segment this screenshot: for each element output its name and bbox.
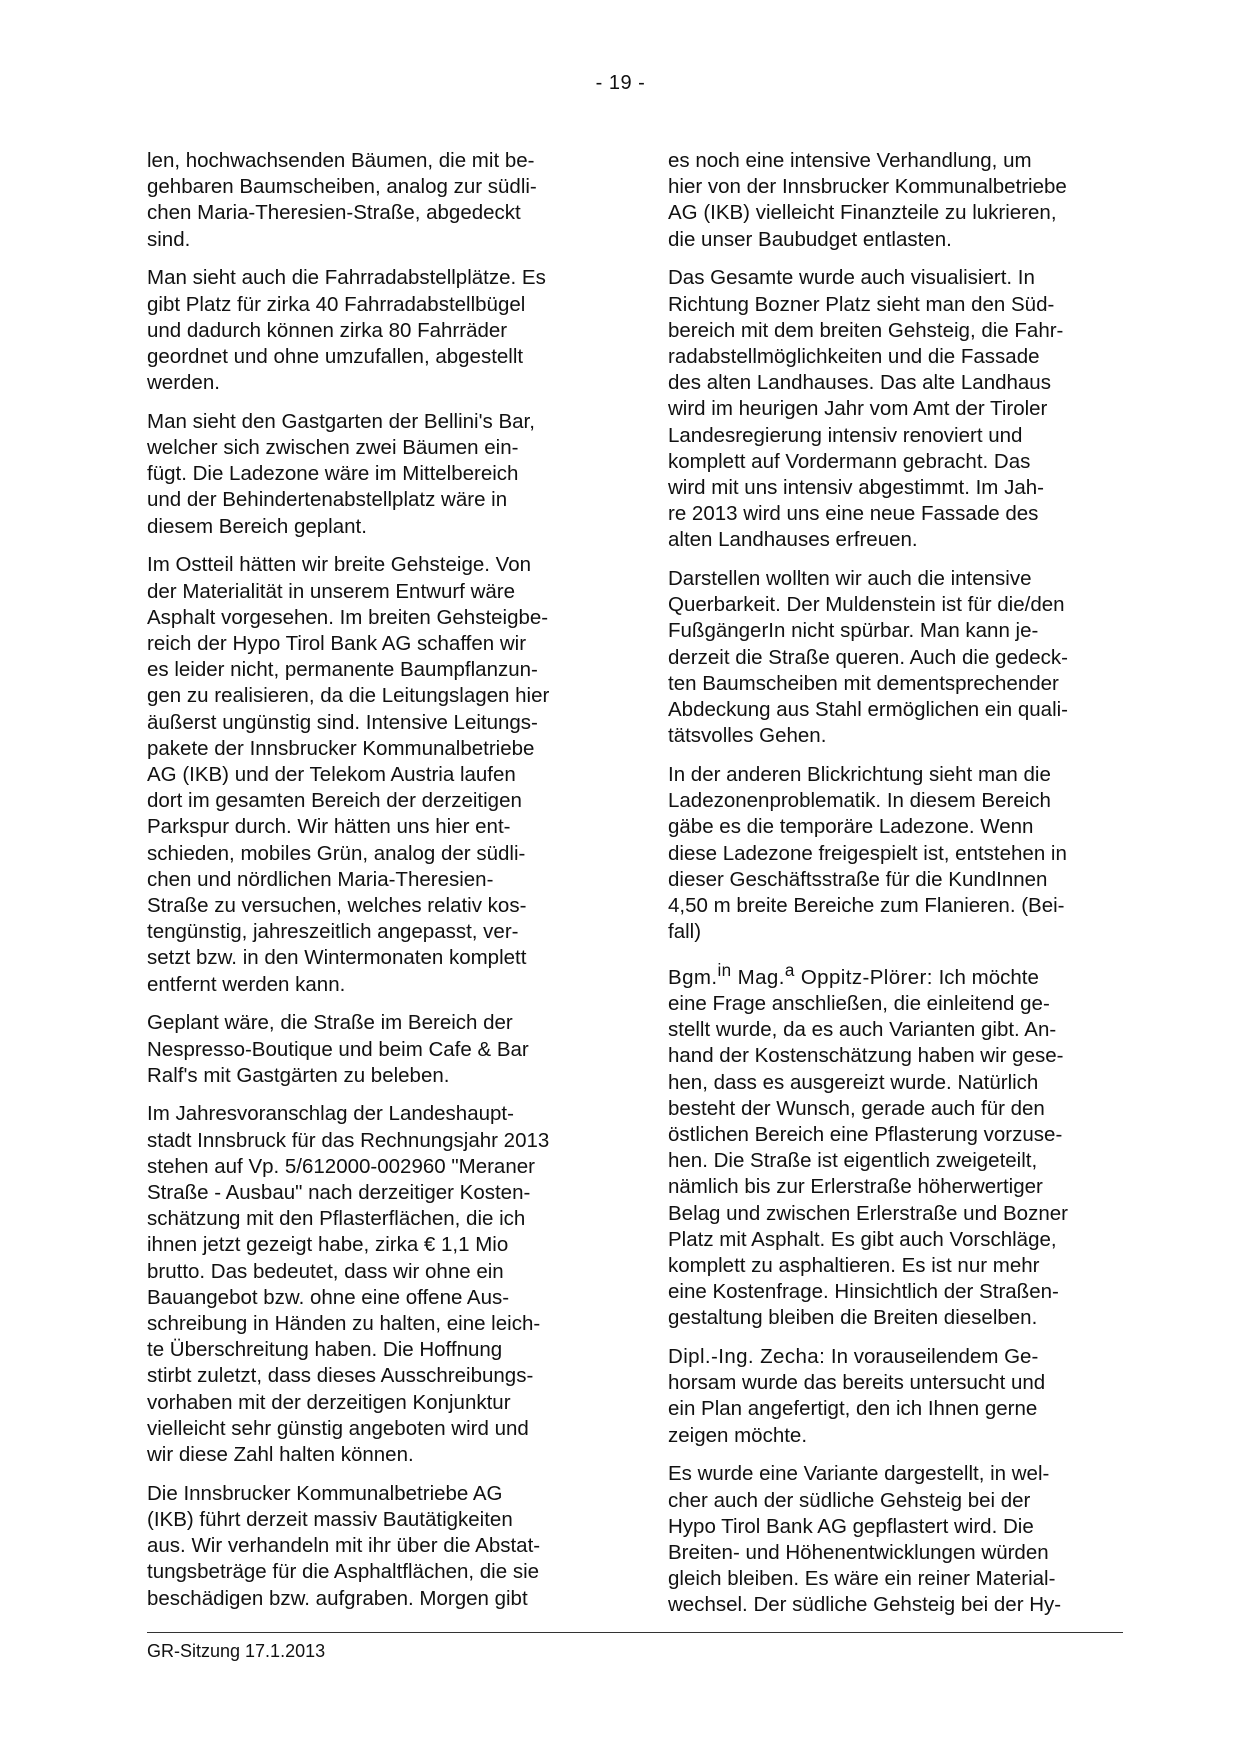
text-line: Ralf's mit Gastgärten zu beleben. [147, 1063, 450, 1087]
text-line: Nespresso-Boutique und beim Cafe & Bar [147, 1037, 529, 1061]
text-line: schreibung in Händen zu halten, eine leich- [147, 1312, 541, 1336]
text-line: stirbt zuletzt, dass dieses Ausschreibungs- [147, 1364, 534, 1388]
text-line: des alten Landhauses. Das alte Landhaus [668, 371, 1051, 395]
text-line: und der Behindertenabstellplatz wäre in [147, 488, 508, 512]
text-line: AG (IKB) vielleicht Finanzteile zu lukrieren, [668, 201, 1057, 225]
footer-divider [147, 1632, 1123, 1633]
text-line: gen zu realisieren, da die Leitungslagen hier [147, 684, 550, 708]
text-line: pakete der Innsbrucker Kommunalbetriebe [147, 736, 535, 760]
text-line: beschädigen bzw. aufgraben. Morgen gibt [147, 1586, 528, 1610]
text-line: In der anderen Blickrichtung sieht man die [668, 762, 1051, 786]
paragraph [147, 409, 601, 540]
text-line: diese Ladezone freigespielt ist, entstehen in [668, 841, 1067, 865]
text-line: Im Jahresvoranschlag der Landeshaupt- [147, 1102, 514, 1126]
page-number: - 19 - [595, 72, 646, 94]
text-line: horsam wurde das bereits untersucht und [668, 1371, 1046, 1395]
paragraph [668, 1344, 1123, 1449]
text-line: Im Ostteil hätten wir breite Gehsteige. Von [147, 553, 531, 577]
paragraph [668, 1461, 1123, 1618]
text-line: Hypo Tirol Bank AG gepflastert wird. Die [668, 1514, 1034, 1538]
text-line: schätzung mit den Pflasterflächen, die ich [147, 1207, 526, 1231]
text-line: gehbaren Baumscheiben, analog zur südli- [147, 175, 537, 199]
text-line: derzeit die Straße queren. Auch die gedeck- [668, 645, 1068, 669]
right-column [668, 148, 1123, 1631]
speaker-name [668, 960, 933, 989]
text-line: gibt Platz für zirka 40 Fahrradabstellbügel [147, 292, 526, 316]
paragraph [668, 265, 1123, 553]
text-line: stehen auf Vp. 5/612000-002960 "Meraner [147, 1154, 535, 1178]
text-line: diesem Bereich geplant. [147, 514, 367, 538]
paragraph [147, 265, 601, 396]
text-line: hier von der Innsbrucker Kommunalbetriebe [668, 175, 1067, 199]
footer-text: GR-Sitzung 17.1.2013 [147, 1641, 326, 1661]
text-line: chen und nördlichen Maria-Theresien- [147, 867, 494, 891]
text-line: stellt wurde, da es auch Varianten gibt. An- [668, 1018, 1057, 1042]
text-line: der Materialität in unserem Entwurf wäre [147, 579, 516, 603]
text-line: dort im gesamten Bereich der derzeitigen [147, 789, 522, 813]
text-line: komplett zu asphaltieren. Es ist nur mehr [668, 1253, 1040, 1277]
text-line: schieden, mobiles Grün, analog der südli- [147, 841, 526, 865]
text-line: brutto. Das bedeutet, dass wir ohne ein [147, 1259, 504, 1283]
text-line: geordnet und ohne umzufallen, abgestellt [147, 344, 524, 368]
text-line: Bauangebot bzw. ohne eine offene Aus- [147, 1285, 510, 1309]
left-column [147, 148, 601, 1624]
text-line: welcher sich zwischen zwei Bäumen ein- [147, 436, 519, 460]
text-line: dieser Geschäftsstraße für die KundInnen [668, 867, 1048, 891]
text-line: Breiten- und Höhenentwicklungen würden [668, 1540, 1049, 1564]
text-line: aus. Wir verhandeln mit ihr über die Abstat- [147, 1534, 541, 1558]
paragraph [147, 1481, 601, 1612]
text-line: werden. [147, 371, 220, 395]
text-line [668, 1344, 1123, 1370]
text-line: bereich mit dem breiten Gehsteig, die Fahr- [668, 318, 1064, 342]
text-line [668, 958, 1123, 991]
text-line: vorhaben mit der derzeitigen Konjunktur [147, 1390, 511, 1414]
text-line: hand der Kostenschätzung haben wir gese- [668, 1044, 1064, 1068]
text-line: gestaltung bleiben die Breiten dieselben. [668, 1306, 1038, 1330]
text-line: Belag und zwischen Erlerstraße und Bozner [668, 1201, 1068, 1225]
text-line: tungsbeträge für die Asphaltflächen, die sie [147, 1560, 540, 1584]
text-line: eine Kostenfrage. Hinsichtlich der Straßen- [668, 1280, 1059, 1304]
text-line: ein Plan angefertigt, den ich Ihnen gerne [668, 1397, 1038, 1421]
text-line: entfernt werden kann. [147, 972, 346, 996]
text-line: Man sieht auch die Fahrradabstellplätze. Es [147, 266, 546, 290]
text-line: eine Frage anschließen, die einleitend ge- [668, 991, 1050, 1015]
paragraph [147, 148, 601, 253]
text-fragment: In vorauseilendem Ge- [825, 1345, 1039, 1369]
text-line: Abdeckung aus Stahl ermöglichen ein quali- [668, 698, 1069, 722]
text-line: die unser Baubudget entlasten. [668, 227, 952, 251]
text-line: ten Baumscheiben mit dementsprechender [668, 671, 1059, 695]
speaker-title: Bgm. [668, 965, 718, 989]
paragraph [147, 552, 601, 997]
text-line: Parkspur durch. Wir hätten uns hier ent- [147, 815, 511, 839]
text-line: Straße - Ausbau" nach derzeitiger Kosten- [147, 1181, 531, 1205]
text-line: len, hochwachsenden Bäumen, die mit be- [147, 149, 535, 172]
text-line: radabstellmöglichkeiten und die Fassade [668, 344, 1040, 368]
text-line: cher auch der südliche Gehsteig bei der [668, 1488, 1031, 1512]
text-line: Die Innsbrucker Kommunalbetriebe AG [147, 1481, 503, 1505]
text-line: reich der Hypo Tirol Bank AG schaffen wir [147, 631, 527, 655]
text-line: Straße zu versuchen, welches relativ kos- [147, 893, 527, 917]
text-line: östlichen Bereich eine Pflasterung vorzuse- [668, 1122, 1063, 1146]
text-line: zeigen möchte. [668, 1423, 808, 1447]
text-line: es noch eine intensive Verhandlung, um [668, 149, 1032, 172]
text-line: re 2013 wird uns eine neue Fassade des [668, 502, 1039, 526]
paragraph [668, 566, 1123, 749]
text-line: fügt. Die Ladezone wäre im Mittelbereich [147, 462, 519, 486]
text-line: Darstellen wollten wir auch die intensive [668, 567, 1032, 591]
text-line: Ladezonenproblematik. In diesem Bereich [668, 789, 1051, 813]
text-line: stadt Innsbruck für das Rechnungsjahr 2013 [147, 1128, 550, 1152]
text-line: wird im heurigen Jahr vom Amt der Tiroler [668, 397, 1048, 421]
text-line: te Überschreitung haben. Die Hoffnung [147, 1338, 503, 1362]
text-line: nämlich bis zur Erlerstraße höherwertiger [668, 1175, 1043, 1199]
text-line: gleich bleiben. Es wäre ein reiner Material- [668, 1567, 1056, 1591]
paragraph [668, 958, 1123, 1332]
text-line: tätsvolles Gehen. [668, 724, 827, 748]
text-line: Landesregierung intensiv renoviert und [668, 423, 1023, 447]
text-line: hen, dass es ausgereizt wurde. Natürlich [668, 1070, 1039, 1094]
text-line: setzt bzw. in den Wintermonaten komplett [147, 946, 527, 970]
paragraph [147, 1101, 601, 1468]
text-line: alten Landhauses erfreuen. [668, 528, 918, 552]
text-line: chen Maria-Theresien-Straße, abgedeckt [147, 201, 521, 225]
superscript: a [784, 960, 795, 980]
text-line: äußerst ungünstig sind. Intensive Leitungs- [147, 710, 538, 734]
text-line: wechsel. Der südliche Gehsteig bei der Hy- [668, 1593, 1062, 1617]
text-line: ihnen jetzt gezeigt habe, zirka € 1,1 Mio [147, 1233, 509, 1257]
text-line: Platz mit Asphalt. Es gibt auch Vorschläge, [668, 1227, 1057, 1251]
text-line: komplett auf Vordermann gebracht. Das [668, 449, 1031, 473]
paragraph [668, 762, 1123, 945]
text-line: FußgängerIn nicht spürbar. Man kann je- [668, 619, 1039, 643]
text-line: sind. [147, 227, 191, 251]
text-fragment: Ich möchte [932, 965, 1039, 989]
text-line: Richtung Bozner Platz sieht man den Süd- [668, 292, 1055, 316]
text-line: AG (IKB) und der Telekom Austria laufen [147, 762, 516, 786]
paragraph [668, 148, 1123, 253]
text-line: vielleicht sehr günstig angeboten wird und [147, 1416, 529, 1440]
text-line: Es wurde eine Variante dargestellt, in wel- [668, 1462, 1050, 1486]
speaker-name: Dipl.-Ing. Zecha: [668, 1345, 826, 1369]
text-line: Man sieht den Gastgarten der Bellini's Bar, [147, 409, 535, 433]
text-line: hen. Die Straße ist eigentlich zweigeteilt, [668, 1149, 1038, 1173]
text-line: wir diese Zahl halten können. [147, 1443, 414, 1467]
text-line: und dadurch können zirka 80 Fahrräder [147, 318, 508, 342]
text-line: Das Gesamte wurde auch visualisiert. In [668, 266, 1035, 290]
text-line: es leider nicht, permanente Baumpflanzun- [147, 658, 538, 682]
text-line: Querbarkeit. Der Muldenstein ist für die/den [668, 593, 1065, 617]
text-line: fall) [668, 920, 702, 944]
text-line: (IKB) führt derzeit massiv Bautätigkeiten [147, 1507, 513, 1531]
speaker-title: Mag. [731, 965, 785, 989]
text-line: 4,50 m breite Bereiche zum Flanieren. (Bei- [668, 893, 1065, 917]
text-line: tengünstig, jahreszeitlich angepasst, ver- [147, 920, 519, 944]
text-line: Asphalt vorgesehen. Im breiten Gehsteigbe- [147, 605, 549, 629]
text-line: besteht der Wunsch, gerade auch für den [668, 1096, 1045, 1120]
text-line: gäbe es die temporäre Ladezone. Wenn [668, 815, 1034, 839]
text-line: wird mit uns intensiv abgestimmt. Im Jah- [668, 475, 1044, 499]
speaker-surname: Oppitz-Plörer: [794, 965, 933, 989]
text-line: Geplant wäre, die Straße im Bereich der [147, 1011, 513, 1035]
paragraph [147, 1010, 601, 1089]
superscript: in [717, 960, 732, 980]
